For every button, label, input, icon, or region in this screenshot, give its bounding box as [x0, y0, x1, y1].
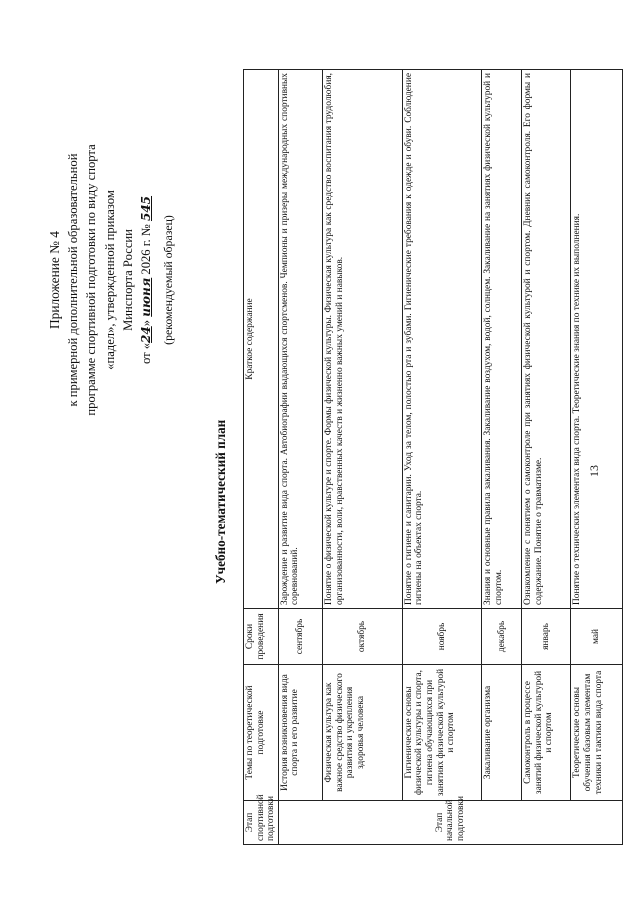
term-cell: ноябрь	[402, 609, 482, 665]
term-cell: сентябрь	[278, 609, 322, 665]
table-row	[323, 70, 403, 845]
table-row	[522, 70, 571, 845]
thematic-plan-table	[243, 69, 623, 845]
appendix-line-2: программе спортивной подготовки по виду спорта	[84, 144, 99, 416]
date-mid: »	[139, 316, 154, 327]
appendix-line-3: «падел», утвержденной приказом	[102, 190, 117, 370]
appendix-header	[46, 60, 177, 500]
date-day: 24	[139, 326, 154, 343]
table-header-row	[244, 70, 279, 845]
term-cell: декабрь	[482, 609, 522, 665]
topic-cell: Физическая культура как важное средство физического развития и укрепления здоровья человека	[323, 665, 403, 801]
table-row	[402, 70, 482, 845]
term-cell: январь	[522, 609, 571, 665]
content-cell: Знания и основные правила закаливания. Закаливание воздухом, водой, солнцем. Закаливание на занятиях физической культурой и спортом.	[482, 70, 522, 609]
plan-title: Учебно-тематический план	[213, 419, 228, 584]
topic-cell: Закаливание организма	[482, 665, 522, 801]
table-row	[571, 70, 623, 845]
term-cell: май	[571, 609, 623, 665]
page-number: 13	[587, 465, 601, 477]
stage-cell: Этап начальной подготовки	[278, 801, 622, 845]
content-cell: Понятие о гигиене и санитарии. Уход за телом, полостью рта и зубами. Гигиенические требования к одежде и обуви. Соблюдение гигиены на объектах спорта.	[402, 70, 482, 609]
content-cell: Понятие о технических элементах вида спорта. Теоретические знания по технике их выполнения.	[571, 70, 623, 609]
date-prefix: от «	[139, 342, 154, 365]
header-content: Краткое содержание	[244, 70, 279, 609]
appendix-line-1: к примерной дополнительной образовательной	[66, 153, 81, 407]
appendix-title: Приложение № 4	[47, 230, 62, 330]
topic-cell: Гигиенические основы физической культуры и спорта, гигиена обучающихся при занятиях физической культурой и спортом	[402, 665, 482, 801]
term-cell: октябрь	[323, 609, 403, 665]
header-topic: Темы по теоретической подготовке	[244, 665, 279, 801]
topic-cell: История возникновения вида спорта и его развитие	[278, 665, 322, 801]
table-row	[482, 70, 522, 845]
appendix-line-4: Минспорта России	[120, 229, 135, 331]
content-cell: Ознакомление с понятием о самоконтроле при занятиях физической культурой и спортом. Дневник самоконтроля. Его формы и содержание. Понятие о травматизме.	[522, 70, 571, 609]
date-year: 2026 г. №	[139, 221, 154, 278]
topic-cell: Самоконтроль в процессе занятий физической культурой и спортом	[522, 665, 571, 801]
topic-cell: Теоретические основы обучения базовым элементам техники и тактики вида спорта	[571, 665, 623, 801]
order-number: 545	[139, 195, 154, 222]
content-cell: Понятие о физической культуре и спорте. Формы физической культуры. Физическая культура как средство воспитания трудолюбия, организованности, воли, нравственных качеств и жизненно важных умений и навыков.	[323, 70, 403, 609]
recommended-note: (рекомендуемый образец)	[161, 215, 176, 345]
header-term: Сроки проведения	[244, 609, 279, 665]
content-cell: Зарождение и развитие вида спорта. Автобиографии выдающихся спортсменов. Чемпионы и призеры международных спортивных соревнований.	[278, 70, 322, 609]
table-row	[278, 70, 322, 845]
date-month: июня	[139, 277, 154, 317]
appendix-date-line	[137, 60, 155, 500]
header-stage: Этап спортивной подготовки	[244, 801, 279, 845]
